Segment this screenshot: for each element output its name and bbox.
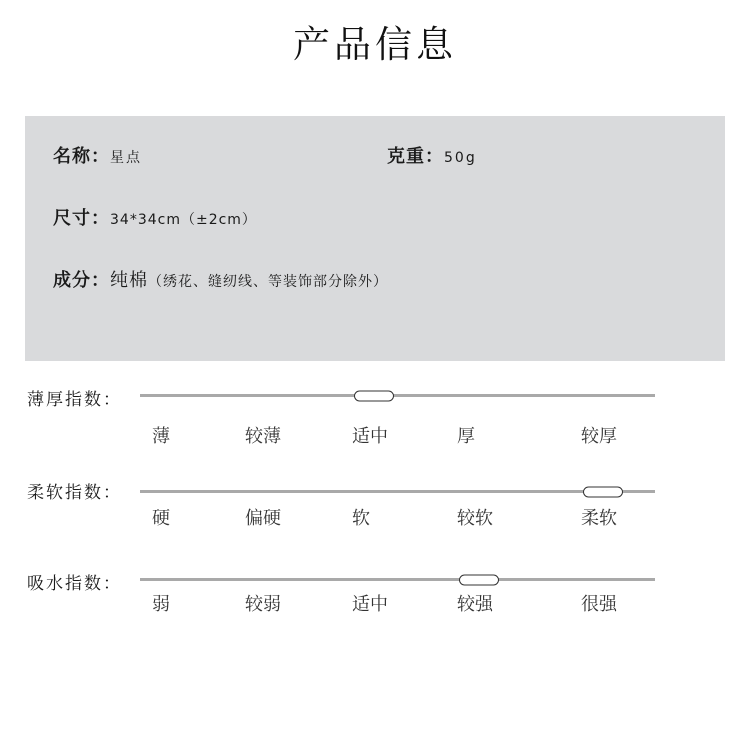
softness-level-3: 软	[352, 508, 370, 529]
product-info-panel	[25, 116, 725, 361]
softness-track	[140, 490, 655, 493]
weight-row	[387, 142, 477, 168]
material-value: 纯棉	[110, 270, 148, 291]
material-note: （绣花、缝纫线、等装饰部分除外）	[148, 274, 388, 290]
thickness-track	[140, 394, 655, 397]
softness-level-2: 偏硬	[245, 508, 281, 529]
absorbency-marker	[459, 575, 499, 586]
absorbency-track	[140, 578, 655, 581]
absorbency-level-5: 很强	[581, 594, 617, 615]
absorbency-level-3: 适中	[352, 594, 388, 615]
thickness-level-3: 适中	[352, 426, 388, 447]
absorbency-index-label: 吸水指数：	[27, 574, 122, 594]
material-row	[53, 266, 388, 292]
thickness-level-2: 较薄	[245, 426, 281, 447]
softness-level-5: 柔软	[581, 508, 617, 529]
absorbency-level-4: 较强	[457, 594, 493, 615]
size-value: 34*34cm（±2cm）	[110, 212, 257, 228]
page-title: 产品信息	[293, 23, 457, 66]
thickness-level-5: 较厚	[581, 426, 617, 447]
name-value: 星点	[110, 150, 142, 166]
softness-index-label: 柔软指数：	[27, 483, 122, 503]
name-label: 名称：	[53, 146, 110, 167]
thickness-level-4: 厚	[457, 426, 475, 447]
name-row	[53, 142, 142, 168]
size-row	[53, 204, 257, 230]
softness-level-4: 较软	[457, 508, 493, 529]
softness-level-1: 硬	[152, 508, 170, 529]
thickness-index-label: 薄厚指数：	[27, 390, 122, 410]
size-label: 尺寸：	[53, 208, 110, 229]
weight-label: 克重：	[387, 146, 444, 167]
thickness-level-1: 薄	[152, 426, 170, 447]
thickness-marker	[354, 391, 394, 402]
absorbency-level-2: 较弱	[245, 594, 281, 615]
material-label: 成分：	[53, 270, 110, 291]
absorbency-level-1: 弱	[152, 594, 170, 615]
softness-marker	[583, 487, 623, 498]
weight-value: 50g	[444, 150, 477, 166]
